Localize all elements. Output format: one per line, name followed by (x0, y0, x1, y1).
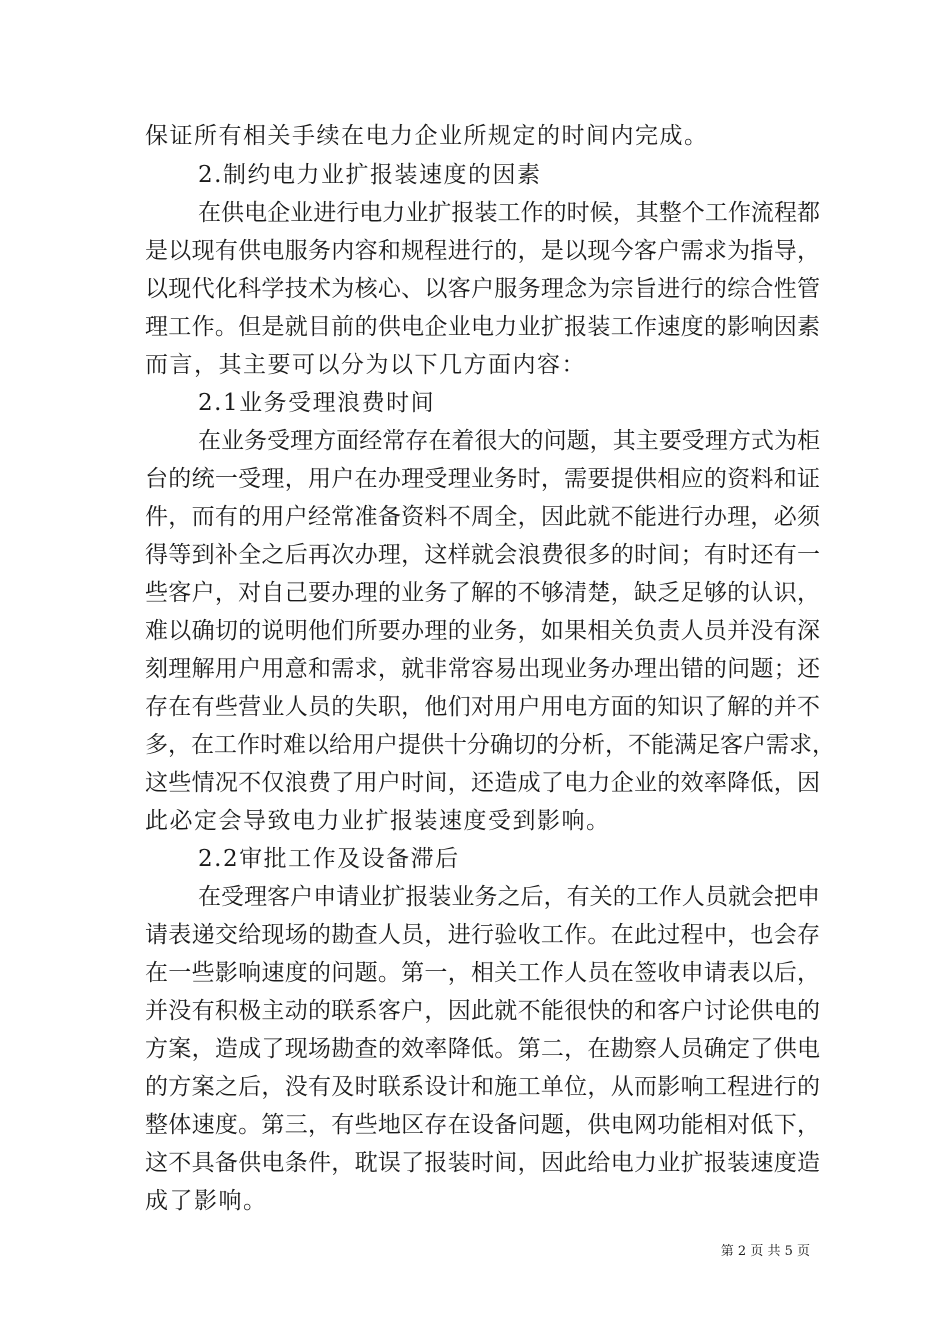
text-line: 在一些影响速度的问题。第一，相关工作人员在签收申请表以后， (145, 960, 820, 986)
text-line: 台的统一受理，用户在办理受理业务时，需要提供相应的资料和证 (145, 466, 820, 492)
text-line: 件，而有的用户经常准备资料不周全，因此就不能进行办理，必须 (145, 504, 820, 530)
text-line: 刻理解用户用意和需求，就非常容易出现业务办理出错的问题；还 (145, 656, 820, 682)
text-line: 在业务受理方面经常存在着很大的问题，其主要受理方式为柜 (198, 428, 820, 454)
text-line: 此必定会导致电力业扩报装速度受到影响。 (145, 808, 611, 834)
section-heading: 2.1业务受理浪费时间 (198, 390, 436, 416)
text-line: 以现代化科学技术为核心、以客户服务理念为宗旨进行的综合性管 (145, 276, 820, 302)
text-line: 整体速度。第三，有些地区存在设备问题，供电网功能相对低下， (145, 1112, 820, 1138)
text-line: 多，在工作时难以给用户提供十分确切的分析，不能满足客户需求， (145, 732, 835, 758)
text-line: 这不具备供电条件，耽误了报装时间，因此给电力业扩报装速度造 (145, 1150, 820, 1176)
text-line: 保证所有相关手续在电力企业所规定的时间内完成。 (145, 123, 709, 149)
text-line: 理工作。但是就目前的供电企业电力业扩报装工作速度的影响因素 (145, 314, 820, 340)
text-line: 在受理客户申请业扩报装业务之后，有关的工作人员就会把申 (198, 884, 820, 910)
text-line: 难以确切的说明他们所要办理的业务，如果相关负责人员并没有深 (145, 618, 820, 644)
text-line: 些客户，对自己要办理的业务了解的不够清楚，缺乏足够的认识， (145, 580, 820, 606)
text-line: 成了影响。 (145, 1188, 268, 1214)
text-line: 的方案之后，没有及时联系设计和施工单位，从而影响工程进行的 (145, 1074, 820, 1100)
text-line: 并没有积极主动的联系客户，因此就不能很快的和客户讨论供电的 (145, 998, 820, 1024)
section-heading: 2.制约电力业扩报装速度的因素 (198, 162, 542, 188)
text-line: 在供电企业进行电力业扩报装工作的时候，其整个工作流程都 (198, 200, 820, 226)
text-line: 存在有些营业人员的失职，他们对用户用电方面的知识了解的并不 (145, 694, 820, 720)
text-line: 方案，造成了现场勘查的效率降低。第二，在勘察人员确定了供电 (145, 1036, 820, 1062)
text-line: 请表递交给现场的勘查人员，进行验收工作。在此过程中，也会存 (145, 922, 820, 948)
text-line: 这些情况不仅浪费了用户时间，还造成了电力企业的效率降低，因 (145, 770, 820, 796)
page-number: 第 2 页 共 5 页 (720, 1244, 810, 1259)
section-heading: 2.2审批工作及设备滞后 (198, 846, 460, 872)
text-line: 是以现有供电服务内容和规程进行的，是以现今客户需求为指导， (145, 238, 820, 264)
text-line: 得等到补全之后再次办理，这样就会浪费很多的时间；有时还有一 (145, 542, 820, 568)
text-line: 而言，其主要可以分为以下几方面内容： (145, 352, 586, 378)
